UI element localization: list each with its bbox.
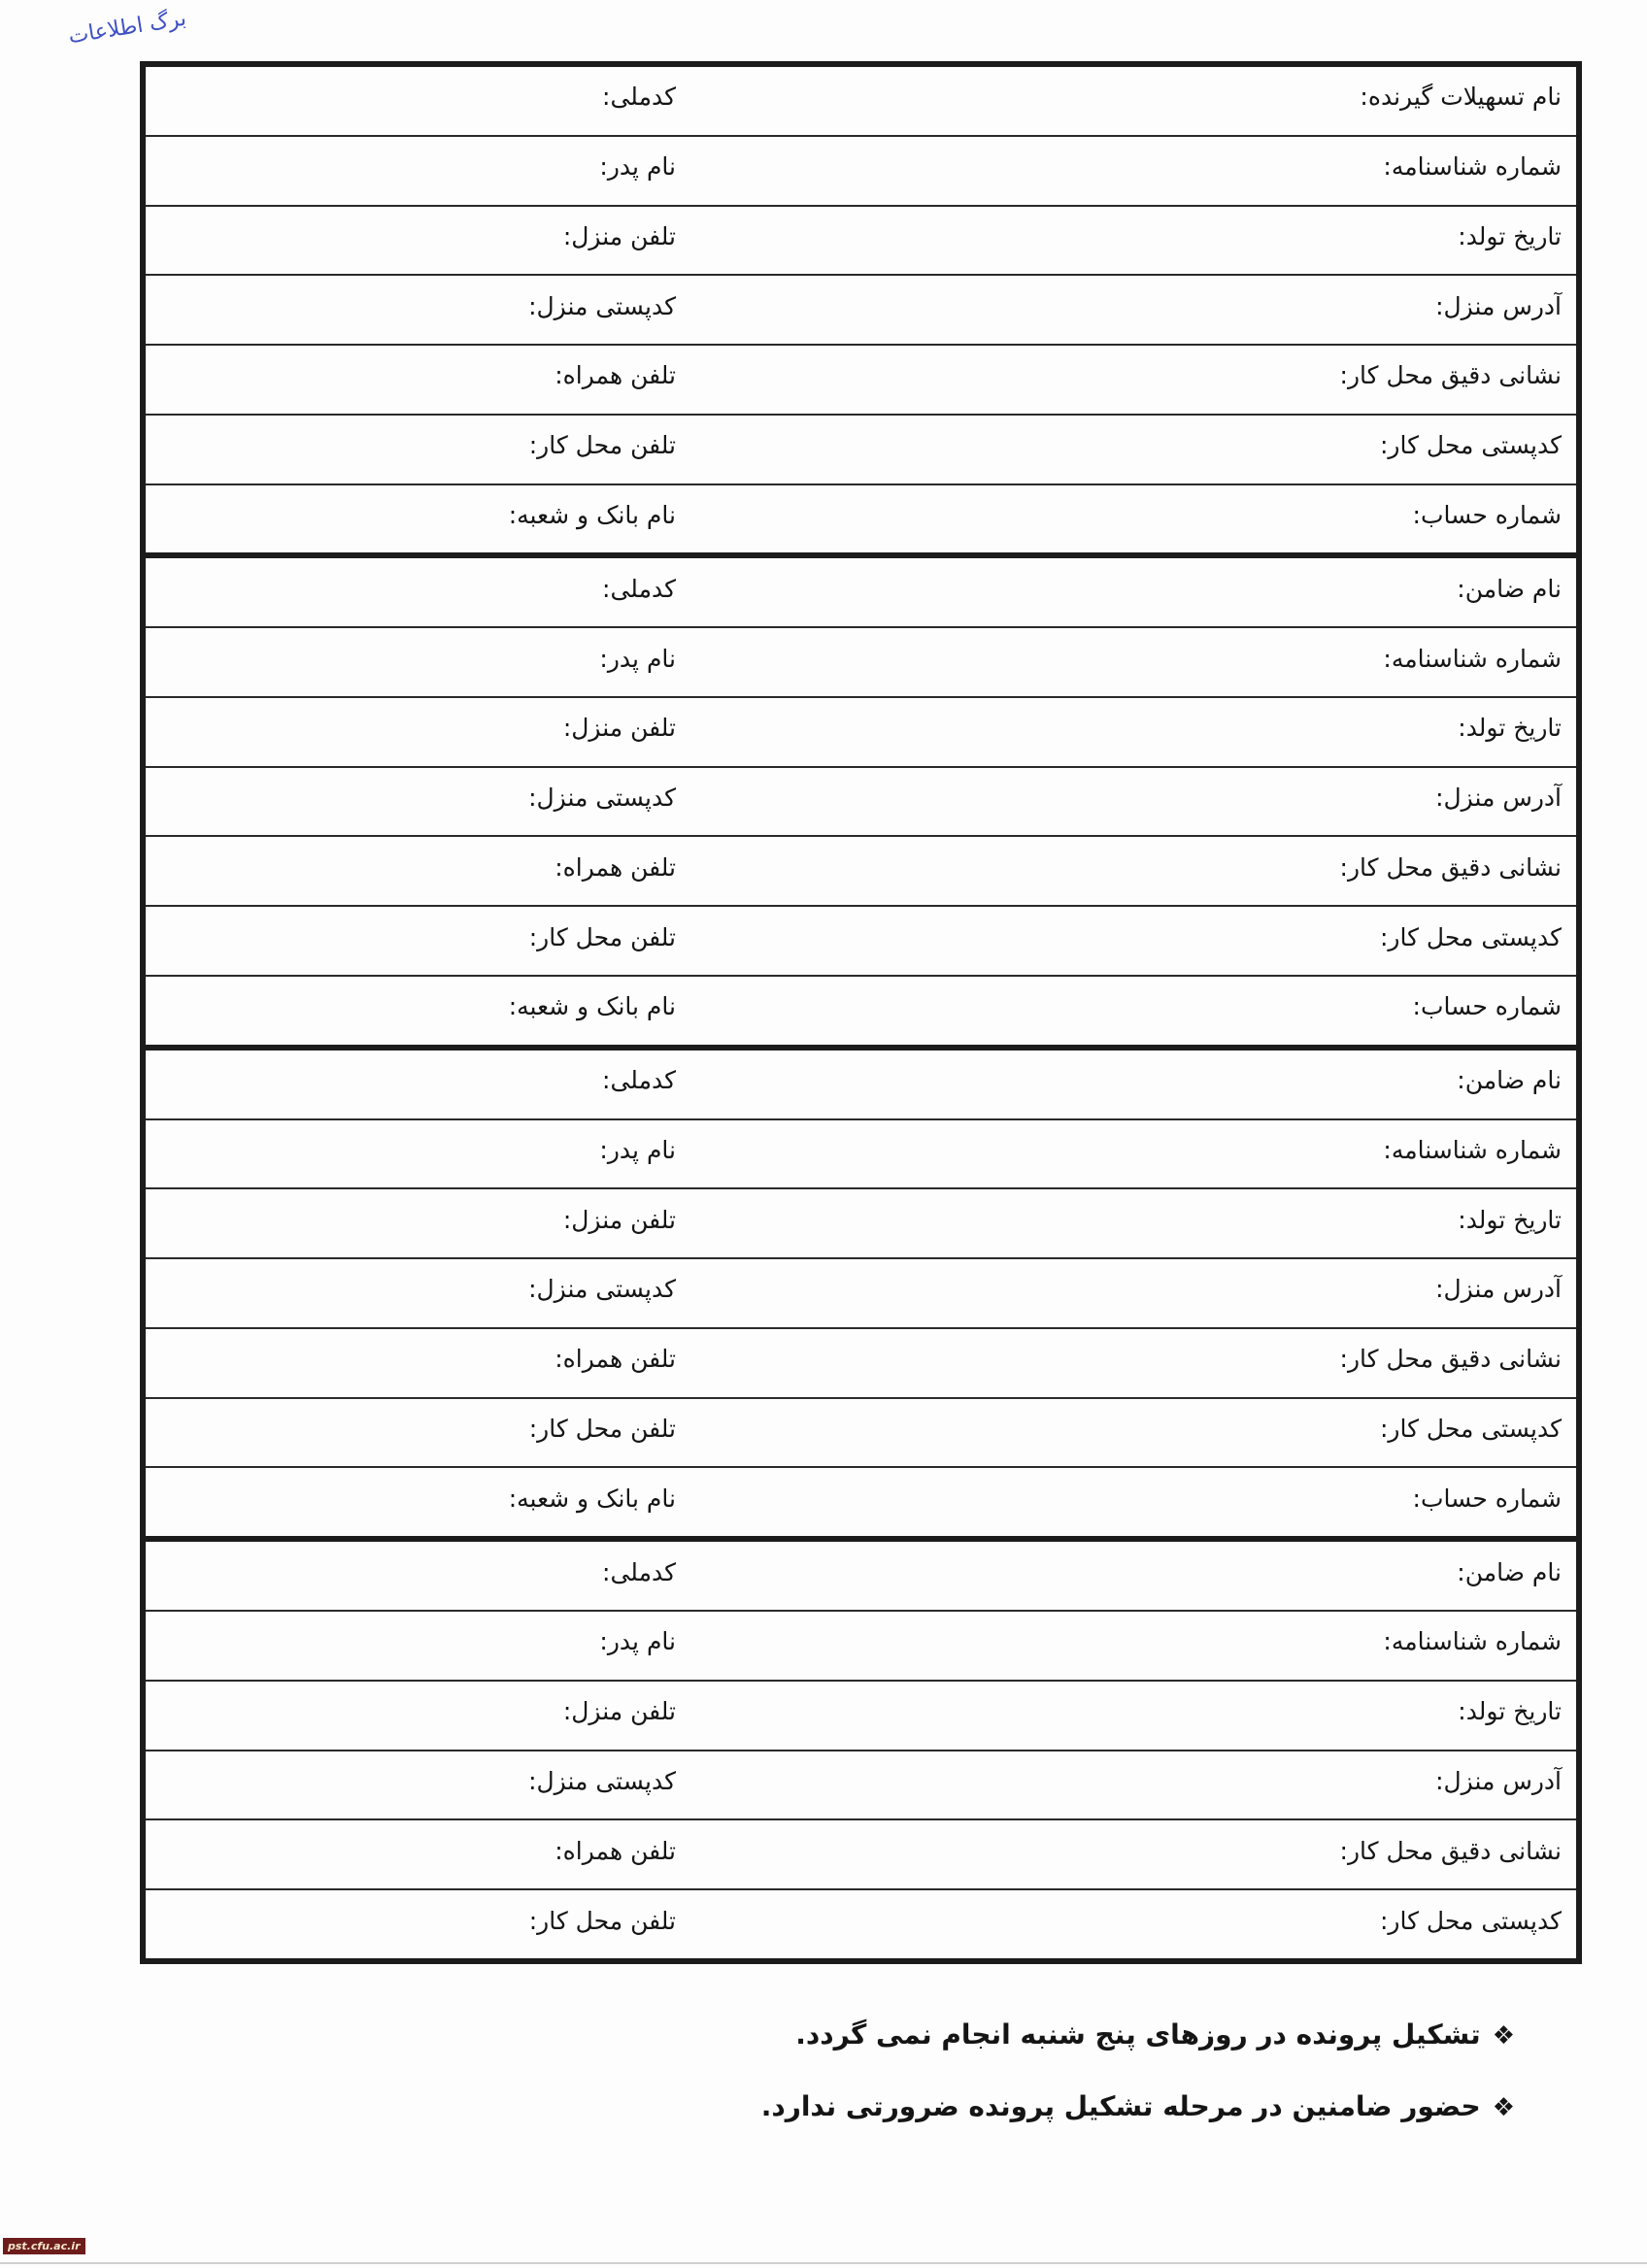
form-table	[140, 61, 1582, 1964]
form-row	[146, 205, 1576, 275]
form-row	[146, 1542, 1576, 1610]
form-row	[146, 1187, 1576, 1257]
paired-field-label: کدپستی منزل:	[528, 1766, 676, 1795]
paired-field-label: کدپستی منزل:	[528, 1275, 676, 1304]
field-label: کدپستی محل کار:	[1379, 431, 1562, 460]
note-item	[761, 2070, 1515, 2142]
field-label: شماره حساب:	[1412, 992, 1562, 1021]
paired-field-label: کدملی:	[602, 1557, 676, 1586]
paired-field-label: کدپستی منزل:	[528, 784, 676, 813]
paired-field-label: تلفن محل کار:	[528, 1906, 676, 1935]
guarantor-section	[146, 1045, 1576, 1536]
paired-field-label: تلفن همراه:	[555, 1345, 676, 1374]
field-label: نام ضامن:	[1457, 574, 1562, 603]
paired-field-label: تلفن محل کار:	[528, 922, 676, 951]
paired-field-label: تلفن منزل:	[562, 714, 676, 743]
field-label: نشانی دقیق محل کار:	[1339, 361, 1562, 390]
scan-edge-line	[0, 2262, 1647, 2264]
paired-field-label: تلفن منزل:	[562, 221, 676, 250]
form-row	[146, 766, 1576, 836]
field-label: آدرس منزل:	[1435, 1275, 1562, 1304]
paired-field-label: تلفن منزل:	[562, 1205, 676, 1234]
field-label: تاریخ تولد:	[1458, 1697, 1562, 1726]
form-row	[146, 558, 1576, 626]
field-label: نشانی دقیق محل کار:	[1339, 852, 1562, 882]
note-text: حضور ضامنین در مرحله تشکیل پرونده ضرورتی ندارد.	[760, 2089, 1481, 2122]
form-row	[146, 1818, 1576, 1888]
form-row	[146, 1888, 1576, 1958]
field-label: تاریخ تولد:	[1458, 221, 1562, 250]
field-label: کدپستی محل کار:	[1379, 922, 1562, 951]
field-label: نام تسهیلات گیرنده:	[1360, 83, 1562, 112]
field-label: شماره شناسنامه:	[1383, 1627, 1562, 1656]
form-row	[146, 696, 1576, 766]
form-row	[146, 1680, 1576, 1750]
field-label: کدپستی محل کار:	[1379, 1414, 1562, 1443]
paired-field-label: تلفن همراه:	[555, 361, 676, 390]
field-label: شماره شناسنامه:	[1383, 644, 1562, 673]
form-row	[146, 484, 1576, 553]
form-row	[146, 414, 1576, 484]
form-row	[146, 1257, 1576, 1327]
form-row	[146, 975, 1576, 1045]
field-label: تاریخ تولد:	[1458, 714, 1562, 743]
paired-field-label: تلفن همراه:	[555, 852, 676, 882]
paired-field-label: تلفن همراه:	[555, 1836, 676, 1865]
form-row	[146, 274, 1576, 344]
paired-field-label: کدپستی منزل:	[528, 291, 676, 320]
form-row	[146, 135, 1576, 205]
field-label: کدپستی محل کار:	[1379, 1906, 1562, 1935]
form-row	[146, 626, 1576, 696]
note-item	[761, 1998, 1515, 2070]
field-label: نشانی دقیق محل کار:	[1339, 1345, 1562, 1374]
guarantor-section	[146, 1536, 1576, 1958]
borrower-section	[146, 67, 1576, 552]
watermark-logo: pst.cfu.ac.ir	[3, 2238, 85, 2254]
paired-field-label: تلفن محل کار:	[528, 431, 676, 460]
paired-field-label: نام پدر:	[599, 644, 676, 673]
form-row	[146, 1750, 1576, 1819]
paired-field-label: کدملی:	[602, 574, 676, 603]
form-row	[146, 905, 1576, 975]
form-row	[146, 835, 1576, 905]
form-row	[146, 1610, 1576, 1680]
form-row	[146, 344, 1576, 414]
notes	[761, 1998, 1515, 2142]
field-label: آدرس منزل:	[1435, 291, 1562, 320]
paired-field-label: نام بانک و شعبه:	[508, 992, 676, 1021]
paired-field-label: کدملی:	[602, 1066, 676, 1095]
field-label: آدرس منزل:	[1435, 1766, 1562, 1795]
field-label: شماره حساب:	[1412, 1484, 1562, 1513]
handwritten-note: برگ اطلاعات	[66, 6, 188, 50]
field-label: شماره شناسنامه:	[1383, 1135, 1562, 1164]
form-row	[146, 1466, 1576, 1536]
form-row	[146, 1051, 1576, 1118]
paired-field-label: کدملی:	[602, 83, 676, 112]
guarantor-section	[146, 552, 1576, 1044]
field-label: آدرس منزل:	[1435, 784, 1562, 813]
paired-field-label: تلفن منزل:	[562, 1697, 676, 1726]
paired-field-label: نام پدر:	[599, 1135, 676, 1164]
form-row	[146, 1118, 1576, 1188]
field-label: تاریخ تولد:	[1458, 1205, 1562, 1234]
paired-field-label: تلفن محل کار:	[528, 1414, 676, 1443]
field-label: شماره حساب:	[1412, 500, 1562, 529]
paired-field-label: نام بانک و شعبه:	[508, 1484, 676, 1513]
field-label: نشانی دقیق محل کار:	[1339, 1836, 1562, 1865]
form-row	[146, 67, 1576, 135]
note-text: تشکیل پرونده در روزهای پنج شنبه انجام نمی گردد.	[795, 2018, 1481, 2051]
field-label: نام ضامن:	[1457, 1557, 1562, 1586]
diamond-bullet-icon	[1493, 2090, 1515, 2122]
diamond-bullet-icon	[1493, 2018, 1515, 2051]
paired-field-label: نام پدر:	[599, 152, 676, 182]
form-row	[146, 1327, 1576, 1397]
field-label: شماره شناسنامه:	[1383, 152, 1562, 182]
paired-field-label: نام بانک و شعبه:	[508, 500, 676, 529]
form-row	[146, 1397, 1576, 1467]
field-label: نام ضامن:	[1457, 1066, 1562, 1095]
paired-field-label: نام پدر:	[599, 1627, 676, 1656]
